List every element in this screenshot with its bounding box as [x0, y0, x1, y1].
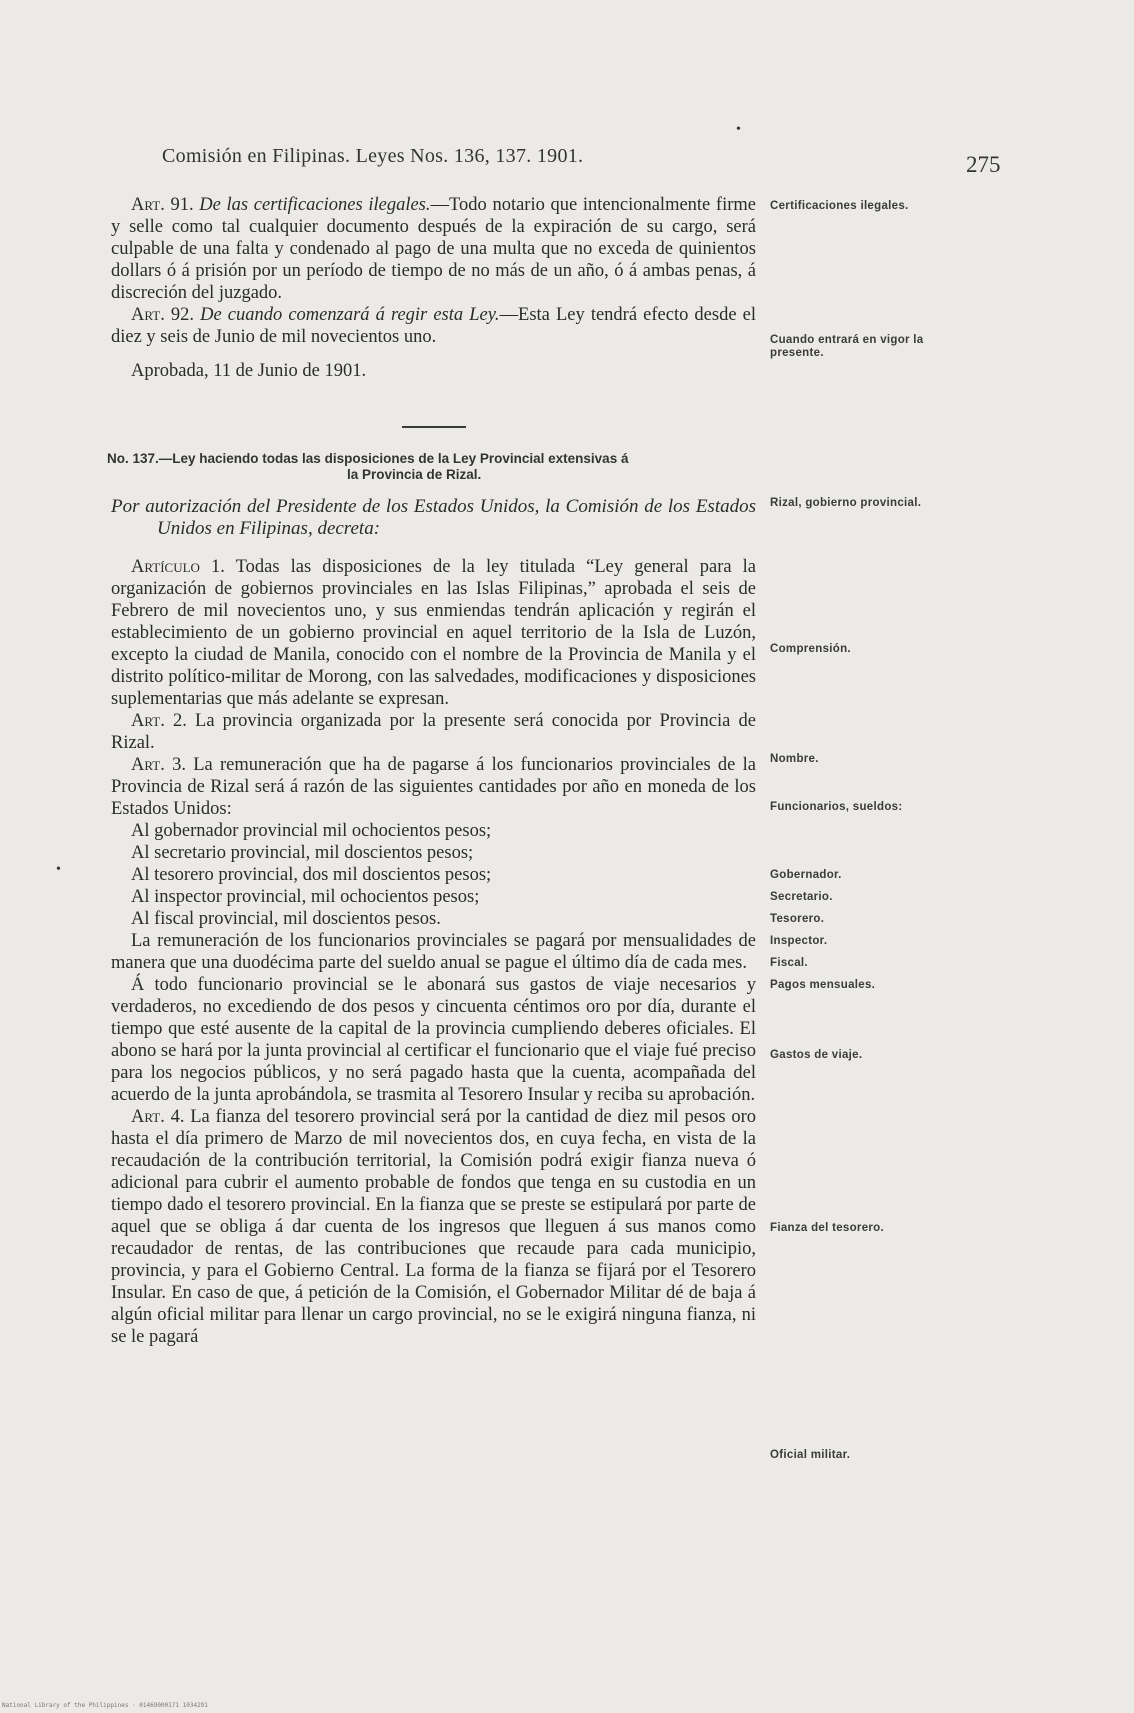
law137-title-line1: No. 137.—Ley haciendo todas las disposiciones de la Ley Provincial extensivas á	[107, 451, 629, 466]
art91-paragraph	[111, 194, 756, 304]
margin-note: Secretario.	[770, 891, 833, 903]
margin-note: Funcionarios, sueldos:	[770, 801, 903, 813]
margin-note: Nombre.	[770, 753, 819, 765]
art4-paragraph	[111, 1106, 756, 1348]
section-divider	[402, 426, 466, 428]
art1-paragraph	[111, 556, 756, 710]
art2-text: La provincia organizada por la presente será conocida por Provincia de Rizal.	[111, 711, 756, 753]
approval-date: Aprobada, 11 de Junio de 1901.	[131, 361, 367, 381]
specks: •	[736, 122, 741, 137]
margin-note: Oficial militar.	[770, 1449, 851, 1461]
margin-note: Gobernador.	[770, 869, 842, 881]
salary-line: Al tesorero provincial, dos mil doscientos pesos;	[131, 865, 492, 885]
art91-title: De las certificaciones ilegales.	[199, 195, 431, 215]
page-number: 275	[966, 152, 1001, 177]
scan-footer: National Library of the Philippines · 01469000171 1034291	[2, 1702, 208, 1709]
art4-text: La fianza del tesorero provincial será por la cantidad de diez mil pesos oro hasta el día primero de Marzo de mil novecientos dos, en cuya fecha, en vista de la recaudación de la contribución territorial, la Comisión podrá exigir fianza nueva ó adicional para cubrir el aumento probable de fondos que tenga en su custodia en un tiempo dado el tesorero provincial. En la fianza que se preste se estipulará por parte de aquel que se obliga á dar cuenta de los ingresos que lleguen á sus manos como recaudador de rentas, de las contribuciones que recaude para cada municipio, provincia, y para el Gobierno Central. La forma de la fianza se fijará por el Tesorero Insular. En caso de que, á petición de la Comisión, el Gobernador Militar dé de baja á algún oficial militar para llenar un cargo provincial, no se le exigirá ninguna fianza, ni se le pagará	[111, 1107, 756, 1347]
art2-paragraph	[111, 710, 756, 754]
salary-line: Al fiscal provincial, mil doscientos pesos.	[131, 909, 441, 929]
art92-paragraph	[111, 304, 756, 348]
monthly-payment-paragraph: La remuneración de los funcionarios provinciales se pagará por mensualidades de manera que una duodécima parte del sueldo anual se pague el último día de cada mes.	[111, 931, 756, 973]
margin-note: Fianza del tesorero.	[770, 1222, 885, 1234]
margin-note: Fiscal.	[770, 957, 808, 969]
art92-label: Art. 92.	[131, 305, 195, 325]
margin-note: Tesorero.	[770, 913, 825, 925]
running-head: Comisión en Filipinas. Leyes Nos. 136, 137. 1901.	[162, 145, 584, 167]
margin-note: Cuando entrará en vigor la presente.	[770, 334, 924, 359]
law137-authority	[111, 496, 756, 540]
law136-articles	[111, 194, 756, 382]
enacting-clause: Por autorización del Presidente de los Estados Unidos, la Comisión de los Estados Unidos en Filipinas, decreta:	[111, 496, 756, 539]
art91-text: —Todo notario que intencionalmente firme y selle como tal cualquier documento después de la expiración de su cargo, será culpable de una falta y condenado al pago de una multa que no exceda de quinientos dollars ó á prisión por un período de tiempo de no más de un año, ó á ambas penas, á discreción del juzgado.	[111, 195, 756, 303]
margin-note: Comprensión.	[770, 643, 851, 655]
art3-paragraph	[111, 754, 756, 820]
salary-line: Al gobernador provincial mil ochocientos pesos;	[131, 821, 492, 841]
margin-note: Rizal, gobierno provincial.	[770, 497, 922, 509]
salary-line: Al secretario provincial, mil doscientos pesos;	[131, 843, 474, 863]
law137-title-line2: la Provincia de Rizal.	[347, 467, 482, 482]
margin-note: Inspector.	[770, 935, 828, 947]
art91-label: Art. 91.	[131, 195, 194, 215]
art2-label: Art. 2.	[131, 711, 187, 731]
salary-line: Al inspector provincial, mil ochocientos pesos;	[131, 887, 480, 907]
law137-articles	[111, 556, 756, 1348]
art92-text: —Esta Ley tendrá efecto desde el diez y seis de Junio de mil novecientos uno.	[111, 305, 756, 347]
art4-label: Art. 4.	[131, 1107, 185, 1127]
art92-title: De cuando comenzará á regir esta Ley.	[200, 305, 500, 325]
law137-title	[107, 451, 762, 483]
art1-text: Todas las disposiciones de la ley titulada “Ley general para la organización de gobiernos provinciales en las Islas Filipinas,” aprobada el seis de Febrero de mil novecientos uno, y sus enmiendas tendrán aplicación y regirán el establecimiento de un gobierno provincial en aquel territorio de la Isla de Luzón, excepto la ciudad de Manila, conocido con el nombre de la Provincia de Manila y el distrito político-militar de Morong, con las salvedades, modificaciones y disposiciones suplementarias que más adelante se expresan.	[111, 557, 756, 709]
travel-expenses-paragraph: Á todo funcionario provincial se le abonará sus gastos de viaje necesarios y verdaderos, no excediendo de dos pesos y cincuenta céntimos oro por día, durante el tiempo que esté ausente de la capital de la provincia cumpliendo deberes oficiales. El abono se hará por la junta provincial al certificar el funcionario que el viaje fué preciso para los negocios públicos, y no será pagado hasta que la cuenta, acompañada del acuerdo de la junta aprobándola, se trasmita al Tesorero Insular y reciba su aprobación.	[111, 975, 756, 1105]
art3-text: La remuneración que ha de pagarse á los funcionarios provinciales de la Provincia de Rizal será á razón de las siguientes cantidades por año en moneda de los Estados Unidos:	[111, 755, 756, 819]
margin-note: Pagos mensuales.	[770, 979, 876, 991]
art3-label: Art. 3.	[131, 755, 186, 775]
specks: •	[56, 862, 61, 877]
margin-note: Gastos de viaje.	[770, 1049, 863, 1061]
margin-note: Certificaciones ilegales.	[770, 200, 909, 212]
art1-label: Artículo 1.	[131, 557, 225, 577]
